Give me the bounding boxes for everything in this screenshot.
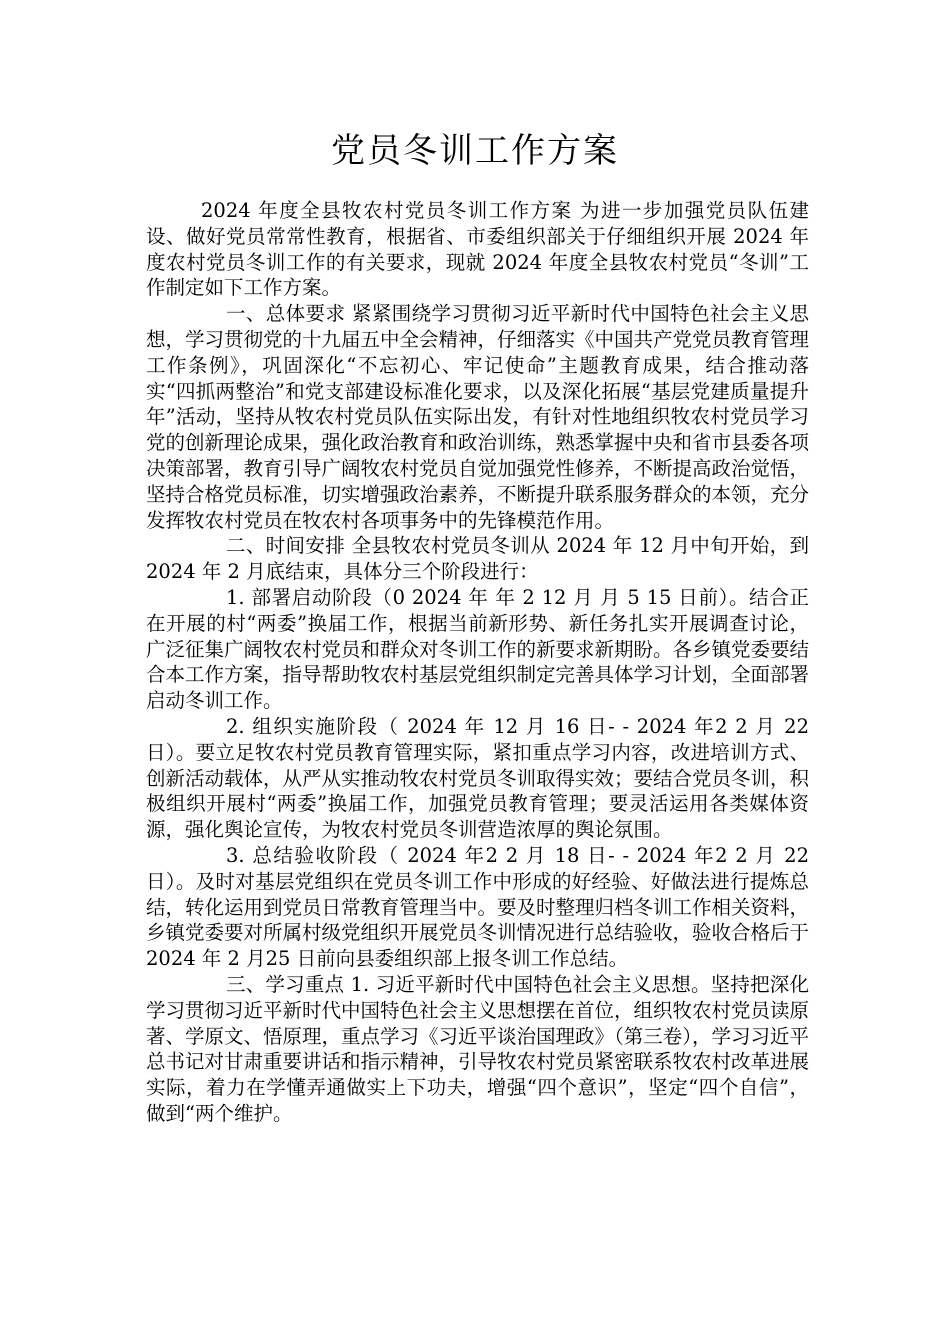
schedule-stage-1: 1. 部署启动阶段（0 2024 年 年 2 12 月 月 5 15 日前）。结合正在开展的村“两委”换届工作，根据当前新形势、新任务扎实开展调查讨论，广泛征集广阔牧农村党员和群众对冬训工作的新要求新期盼。各乡镇党委要结合本工作方案，指导帮助牧农村基层党组织制定完善具体学习计划，全面部署启动冬训工作。 bbox=[146, 585, 810, 713]
section-study-focus: 三、学习重点 1. 习近平新时代中国特色社会主义思想。坚持把深化学习贯彻习近平新时代中国特色社会主义思想摆在首位，组织牧农村党员读原著、学原文、悟原理，重点学习《习近平谈治国理政》（第三卷），学习习近平总书记对甘肃重要讲话和指示精神，引导牧农村党员紧密联系牧农村改革进展实际，着力在学懂弄通做实上下功夫，增强“四个意识”，坚定“四个自信”，做到“两个维护。 bbox=[146, 972, 810, 1125]
intro-paragraph: 2024 年度全县牧农村党员冬训工作方案 为进一步加强党员队伍建设、做好党员常常性教育，根据省、市委组织部关于仔细组织开展 2024 年度农村党员冬训工作的有关要求，现就 2024 年度全县牧农村党员“冬训”工作制定如下工作方案。 bbox=[146, 199, 809, 300]
schedule-stage-3: 3. 总结验收阶段（ 2024 年2 2 月 18 日- - 2024 年2 2 月 22 日）。及时对基层党组织在党员冬训工作中形成的好经验、好做法进行提炼总结，转化运用到党员日常教育管理当中。要及时整理归档冬训工作相关资料，乡镇党委要对所属村级党组织开展党员冬训情况进行总结验收，验收合格后于 2024 年 2 月25 日前向县委组织部上报冬训工作总结。 bbox=[146, 843, 810, 971]
document-body bbox=[146, 198, 809, 1127]
section-schedule: 二、时间安排 全县牧农村党员冬训从 2024 年 12 月中旬开始，到 2024 年 2 月底结束，具体分三个阶段进行： bbox=[146, 534, 809, 584]
section-general-requirements: 一、总体要求 紧紧围绕学习贯彻习近平新时代中国特色社会主义思想，学习贯彻党的十九届五中全会精神，仔细落实《中国共产党党员教育管理工作条例》，巩固深化“不忘初心、牢记使命”主题教育成果，结合推动落实“四抓两整治”和党支部建设标准化要求，以及深化拓展“基层党建质量提升年”活动，坚持从牧农村党员队伍实际出发，有针对性地组织牧农村党员学习党的创新理论成果，强化政治教育和政治训练，熟悉掌握中央和省市县委各项决策部署，教育引导广阔牧农村党员自觉加强党性修养，不断提高政治觉悟，坚持合格党员标准，切实增强政治素养，不断提升联系服务群众的本领，充分发挥牧农村党员在牧农村各项事务中的先锋模范作用。 bbox=[146, 302, 810, 532]
schedule-stage-2: 2. 组织实施阶段（ 2024 年 12 月 16 日- - 2024 年2 2 月 22 日）。要立足牧农村党员教育管理实际，紧扣重点学习内容，改进培训方式、创新活动载体，从严从实推动牧农村党员冬训取得实效；要结合党员冬训，积极组织开展村“两委”换届工作，加强党员教育管理；要灵活运用各类媒体资源，强化舆论宣传，为牧农村党员冬训营造浓厚的舆论氛围。 bbox=[146, 714, 810, 842]
document-title: 党员冬训工作方案 bbox=[331, 131, 619, 171]
